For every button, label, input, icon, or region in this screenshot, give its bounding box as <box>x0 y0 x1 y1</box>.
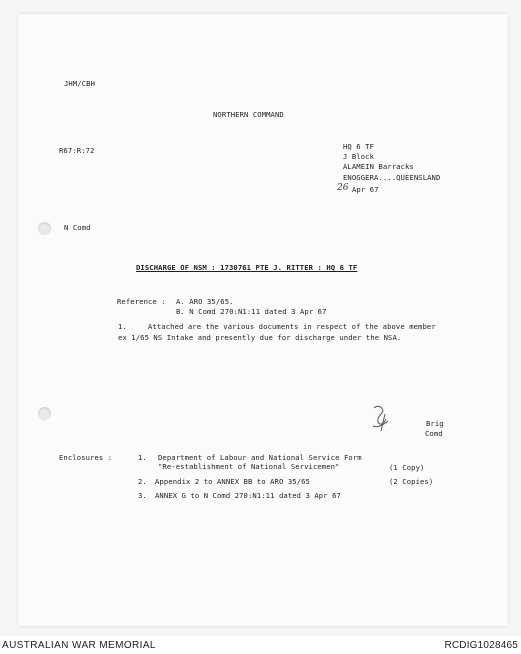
footer-record-id: RCDIG1028465 <box>444 640 518 651</box>
address-line: HQ 6 TF <box>343 142 374 151</box>
subject-line: DISCHARGE OF NSM : 1730761 PTE J. RITTER : HQ 6 TF <box>136 263 358 272</box>
enclosure-number: 1. <box>138 453 147 462</box>
signature-title: Comd <box>425 429 443 438</box>
enclosure-number: 3. <box>138 491 147 500</box>
paragraph-number: 1. <box>118 322 127 331</box>
ref-initials: JHM/CBH <box>64 79 95 88</box>
enclosure-text: Department of Labour and National Service Form <box>158 453 362 462</box>
file-reference: R67:R:72 <box>59 146 95 155</box>
reference-item: B. N Comd 270:N1:11 dated 3 Apr 67 <box>176 307 327 316</box>
handwritten-date: 26 <box>337 183 349 193</box>
enclosure-text: ANNEX G to N Comd 270:N1:11 dated 3 Apr 67 <box>155 491 341 500</box>
footer-institution: AUSTRALIAN WAR MEMORIAL <box>2 640 156 651</box>
punch-hole <box>38 407 51 420</box>
address-line: J Block <box>343 152 374 161</box>
paragraph-text: Attached are the various documents in respect of the above member <box>148 322 436 331</box>
signature-rank: Brig <box>426 419 444 428</box>
enclosures-label: Enclosures : <box>59 453 113 462</box>
punch-hole <box>38 222 51 235</box>
address-line: ENOGGERA....QUEENSLAND <box>343 173 441 182</box>
enclosure-copies: (1 Copy) <box>389 463 425 472</box>
enclosure-text: Appendix 2 to ANNEX BB to ARO 35/65 <box>155 477 310 486</box>
enclosure-text: "Re-establishment of National Servicemen" <box>158 462 340 471</box>
archive-footer <box>0 636 521 654</box>
command-heading: NORTHERN COMMAND <box>213 110 284 119</box>
address-line: ALAMEIN Barracks <box>343 162 414 171</box>
enclosure-copies: (2 Copies) <box>389 477 434 486</box>
addressee: N Comd <box>64 223 91 232</box>
paragraph-text: ex 1/65 NS Intake and presently due for discharge under the NSA. <box>118 333 402 342</box>
reference-item: A. ARO 35/65. <box>176 297 234 306</box>
signature <box>368 402 394 434</box>
address-date: Apr 67 <box>352 185 379 194</box>
document-page <box>18 14 508 626</box>
enclosure-number: 2. <box>138 477 147 486</box>
reference-label: Reference : <box>117 297 166 306</box>
